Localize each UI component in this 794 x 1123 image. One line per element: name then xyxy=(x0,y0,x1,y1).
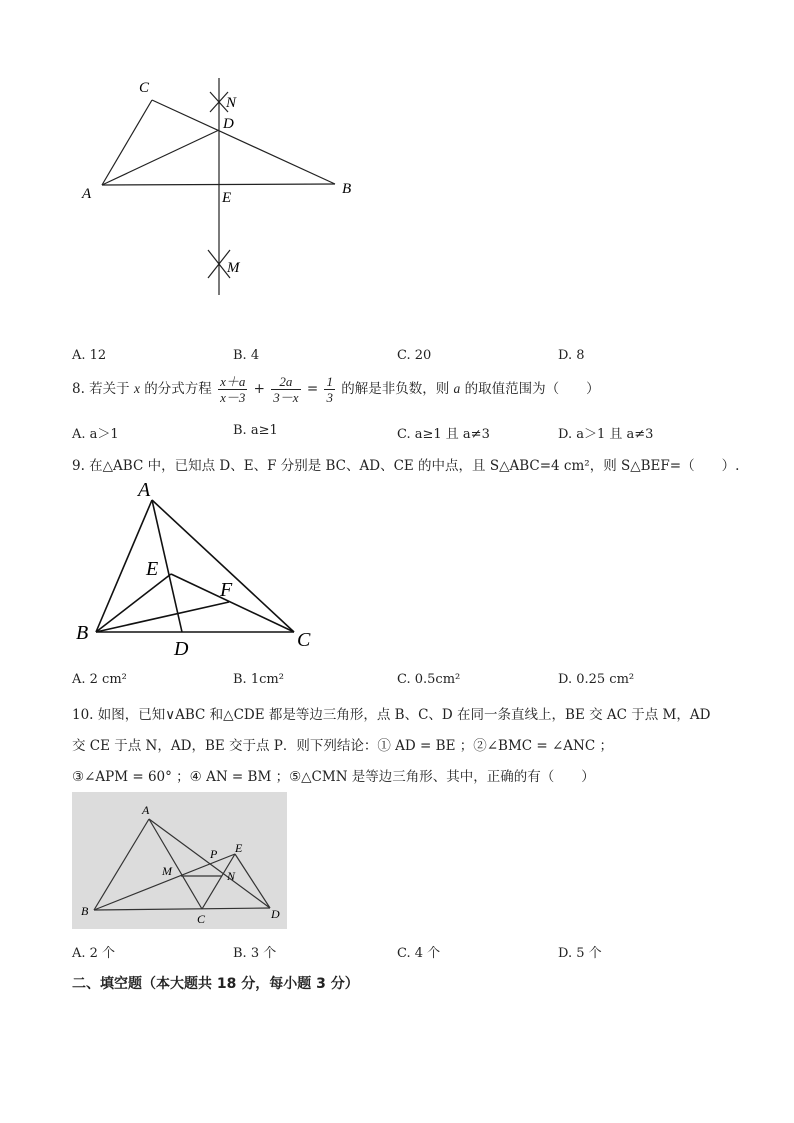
label-d: D xyxy=(271,907,280,921)
q9-option-d[interactable]: D. 0.25 cm² xyxy=(558,672,635,687)
segment-bd xyxy=(94,908,270,910)
question-10-line-2: 交 CE 于点 N，AD，BE 交于点 P．则下列结论：① AD = BE ；②∠BMC = ∠ANC ； xyxy=(72,738,613,754)
segment-be xyxy=(94,854,235,910)
q8-suffix-2: 的取值范围为（ ） xyxy=(464,381,600,397)
q10-option-a[interactable]: A. 2 个 xyxy=(72,946,116,961)
label-c: C xyxy=(197,912,206,926)
label-b: B xyxy=(81,904,89,918)
q7-option-c[interactable]: C. 20 xyxy=(397,348,432,363)
segment-ec xyxy=(171,574,294,632)
segment-ac xyxy=(149,819,202,909)
question-9: 9. 在△ABC 中，已知点 D、E、F 分别是 BC、AD、CE 的中点，且 S△ABC=4 cm²，则 S△BEF=（ ）. xyxy=(72,458,740,474)
label-d: D xyxy=(223,116,234,132)
q8-option-b[interactable]: B. a≥1 xyxy=(233,423,278,438)
label-m: M xyxy=(162,864,172,878)
segment-ed xyxy=(235,854,270,908)
label-c: C xyxy=(297,629,311,651)
figure-perpendicular-bisector xyxy=(72,70,372,300)
q8-plus: + xyxy=(253,381,265,397)
figure-equilateral-triangles-photo xyxy=(72,792,287,929)
segment-ad xyxy=(102,130,219,185)
label-b: B xyxy=(76,622,89,644)
segment-ac xyxy=(152,500,294,632)
label-a: A xyxy=(138,479,151,501)
segment-ab xyxy=(96,500,152,632)
q8-option-a[interactable]: A. a＞1 xyxy=(72,427,119,442)
label-e: E xyxy=(235,841,243,855)
q8-var-a: a xyxy=(453,381,461,396)
figure-equilateral-triangles xyxy=(72,792,287,929)
q10-option-b[interactable]: B. 3 个 xyxy=(233,946,277,961)
q8-fraction-1: $\frac{x+a}{x-3}$ xyxy=(220,374,246,405)
q8-fraction-2: $\frac{2a}{3-x}$ xyxy=(273,374,299,405)
q9-option-b[interactable]: B. 1cm² xyxy=(233,672,284,687)
q8-mid: 的分式方程 xyxy=(144,381,212,397)
question-10-line-1: 10. 如图，已知∨ABC 和△CDE 都是等边三角形，点 B、C、D 在同一条直线上，BE 交 AC 于点 M，AD xyxy=(72,707,711,723)
q7-option-d[interactable]: D. 8 xyxy=(558,348,585,363)
q9-option-c[interactable]: C. 0.5cm² xyxy=(397,672,461,687)
q7-option-b[interactable]: B. 4 xyxy=(233,348,260,363)
q8-option-c[interactable]: C. a≥1 且 a≠3 xyxy=(397,427,490,442)
label-c: C xyxy=(139,80,150,96)
q9-option-a[interactable]: A. 2 cm² xyxy=(72,672,127,687)
label-p: P xyxy=(210,847,218,861)
section-2-title: 二、填空题（本大题共 18 分，每小题 3 分） xyxy=(72,976,359,992)
q10-option-c[interactable]: C. 4 个 xyxy=(397,946,441,961)
q8-suffix-1: 的解是非负数，则 xyxy=(341,381,450,397)
label-e: E xyxy=(146,558,159,580)
label-f: F xyxy=(220,579,233,601)
q8-option-d[interactable]: D. a＞1 且 a≠3 xyxy=(558,427,654,442)
label-b: B xyxy=(342,181,352,197)
segment-ac xyxy=(102,100,152,185)
q8-var-x: x xyxy=(133,381,140,396)
q8-equals: = xyxy=(306,381,319,397)
label-m: M xyxy=(227,260,240,276)
segment-cb xyxy=(152,100,335,184)
label-a: A xyxy=(142,803,150,817)
label-a: A xyxy=(82,186,92,202)
figure-triangle-midpoints xyxy=(72,478,332,663)
q8-fraction-3: $\frac{1}{3}$ xyxy=(326,374,333,405)
label-n: N xyxy=(226,95,237,111)
label-e: E xyxy=(222,190,232,206)
label-d: D xyxy=(174,638,189,660)
q8-prefix: 8. 若关于 xyxy=(72,381,130,397)
q10-option-d[interactable]: D. 5 个 xyxy=(558,946,602,961)
question-10-line-3: ③∠APM = 60° ；④ AN = BM ；⑤△CMN 是等边三角形、其中，正确的有（ ） xyxy=(72,769,595,785)
q7-option-a[interactable]: A. 12 xyxy=(72,348,107,363)
segment-ab xyxy=(94,819,149,910)
question-8 xyxy=(72,374,600,405)
label-n: N xyxy=(227,869,236,883)
